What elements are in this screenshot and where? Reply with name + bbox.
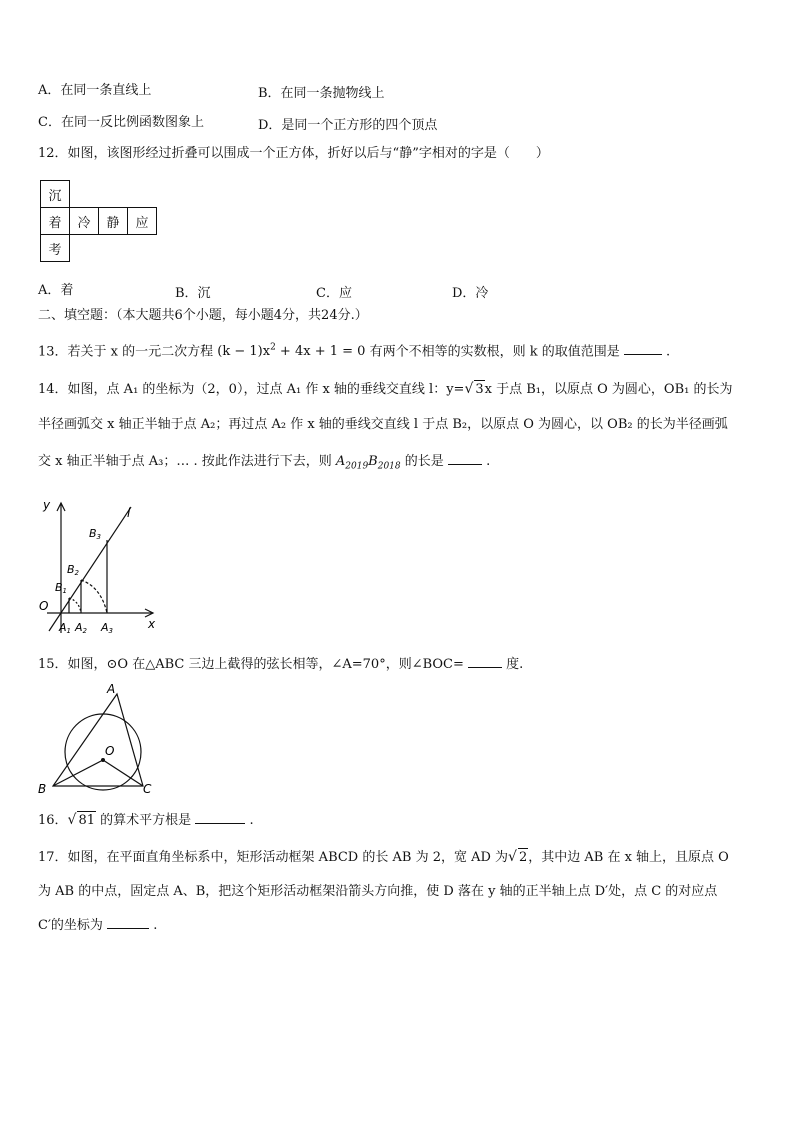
sqrt-symbol: √ — [67, 812, 77, 828]
label-b1: B1 — [55, 581, 68, 595]
net-cell: 静 — [99, 208, 128, 235]
q12-stem: 12．如图，该图形经过折叠可以围成一个正方体，折好以后与“静”字相对的字是（ ） — [38, 146, 549, 161]
answer-blank[interactable] — [468, 655, 502, 668]
net-cell-bottom: 考 — [41, 235, 70, 262]
q14-figure — [35, 495, 165, 640]
svg-text:A: A — [107, 682, 116, 696]
q13-prefix: 13．若关于 x 的一元二次方程 — [38, 344, 214, 360]
cube-net — [40, 180, 157, 262]
q17-line3: C′的坐标为 . — [38, 918, 158, 933]
section-heading: 二、填空题：（本大题共6个小题，每小题4分，共24分.） — [38, 308, 368, 323]
q12-option-a: A．着 — [38, 283, 74, 298]
q12-option-d: D．冷 — [452, 286, 489, 301]
q11-option-b: B．在同一条抛物线上 — [258, 86, 385, 101]
svg-text:l: l — [127, 506, 131, 520]
q13: 13．若关于 x 的一元二次方程 $(k - 1)x^2 + 4x + 1 = 0$ 有两个不相等的实数根，则 k 的取值范围是 . — [38, 343, 671, 360]
q15-stem: 15．如图，⊙O 在△ABC 三边上截得的弦长相等，∠A=70°，则∠BOC= 度. — [38, 657, 524, 672]
net-cell: 冷 — [70, 208, 99, 235]
net-cell-top: 沉 — [41, 181, 70, 208]
answer-blank[interactable] — [107, 916, 149, 929]
answer-blank[interactable] — [195, 811, 245, 824]
center-dot — [101, 758, 105, 762]
sqrt-symbol: √ — [508, 849, 517, 865]
q12-option-c: C．应 — [316, 286, 352, 301]
label-a1: A1 — [59, 621, 71, 635]
svg-text:x: x — [148, 617, 156, 631]
svg-text:B: B — [38, 782, 47, 796]
q14-line3: 交 x 轴正半轴于点 A₃；… . 按此作法进行下去，则 $A_{2019}B_{2018}$ 的长是 . — [38, 454, 491, 472]
q14-line2: 半径画弧交 x 轴正半轴于点 A₂；再过点 A₂ 作 x 轴的垂线交直线 l 于点 B₂，以原点 O 为圆心，以 OB₂ 的长为半径画弧 — [38, 417, 728, 432]
q11-option-c: C．在同一反比例函数图象上 — [38, 115, 204, 130]
net-cell: 着 — [41, 208, 70, 235]
q15-figure — [35, 680, 155, 798]
q13-equation: $(k - 1)x^2 + 4x + 1 = 0$ — [217, 343, 366, 360]
svg-text:C: C — [143, 782, 152, 796]
q11-option-a: A．在同一条直线上 — [38, 83, 152, 98]
q14-line1: 14．如图，点 A₁ 的坐标为（2，0），过点 A₁ 作 x 轴的垂线交直线 l：y=√ 3x 于点 B₁，以原点 O 为圆心，OB₁ 的长为 — [38, 381, 733, 397]
q17-line2: 为 AB 的中点，固定点 A、B，把这个矩形活动框架沿箭头方向推，使 D 落在 y 轴的正半轴上点 D′处，点 C 的对应点 — [38, 884, 718, 899]
q12-option-b: B．沉 — [175, 286, 211, 301]
q17-line1: 17．如图，在平面直角坐标系中，矩形活动框架 ABCD 的长 AB 为 2，宽 AD 为√ 2，其中边 AB 在 x 轴上，且原点 O — [38, 849, 729, 865]
label-a3: A3 — [101, 621, 113, 635]
arc-notation: $A_{2019}B_{2018}$ — [335, 454, 401, 472]
q13-suffix: 有两个不相等的实数根，则 k 的取值范围是 — [369, 344, 620, 360]
q11-option-d: D．是同一个正方形的四个顶点 — [258, 118, 438, 133]
q16: 16．√ 81 的算术平方根是 . — [38, 812, 254, 828]
svg-text:y: y — [43, 498, 51, 512]
label-b3: B3 — [89, 527, 102, 541]
svg-text:O: O — [105, 744, 115, 758]
net-cell: 应 — [128, 208, 157, 235]
label-a2: A2 — [75, 621, 87, 635]
sqrt-symbol: √ — [464, 381, 474, 397]
answer-blank[interactable] — [448, 452, 482, 465]
label-b2: B2 — [67, 563, 80, 577]
svg-text:O: O — [39, 599, 49, 613]
answer-blank[interactable] — [624, 342, 662, 355]
